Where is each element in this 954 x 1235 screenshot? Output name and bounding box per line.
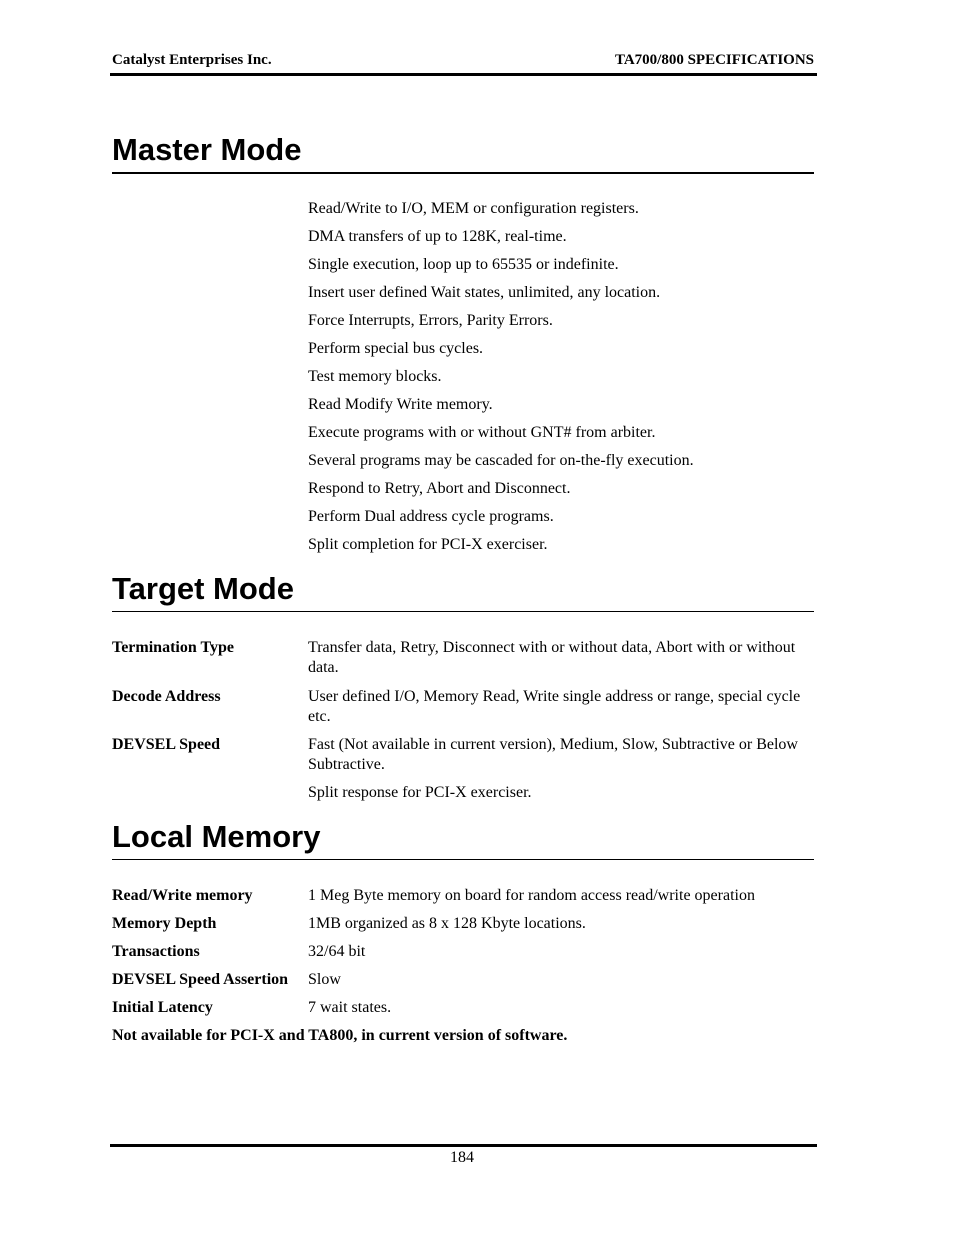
list-item: Execute programs with or without GNT# from arbiter. bbox=[308, 424, 656, 441]
spec-label: Initial Latency bbox=[112, 999, 213, 1016]
header-divider bbox=[110, 73, 817, 76]
list-item: Respond to Retry, Abort and Disconnect. bbox=[308, 480, 571, 497]
list-item: Read Modify Write memory. bbox=[308, 396, 493, 413]
list-item: Several programs may be cascaded for on-the-fly execution. bbox=[308, 452, 694, 469]
target-mode-divider bbox=[112, 611, 814, 612]
list-item: DMA transfers of up to 128K, real-time. bbox=[308, 228, 567, 245]
spec-label: Memory Depth bbox=[112, 915, 217, 932]
spec-label: Decode Address bbox=[112, 688, 221, 705]
master-mode-heading: Master Mode bbox=[112, 132, 302, 167]
footer-divider bbox=[110, 1144, 817, 1147]
spec-value: Split response for PCI-X exerciser. bbox=[308, 784, 532, 801]
master-mode-divider bbox=[112, 172, 814, 174]
spec-value: 1MB organized as 8 x 128 Kbyte locations. bbox=[308, 915, 586, 932]
spec-value: Transfer data, Retry, Disconnect with or without data, Abort with or without data. bbox=[308, 639, 796, 676]
list-item: Read/Write to I/O, MEM or configuration registers. bbox=[308, 200, 639, 217]
availability-note: Not available for PCI-X and TA800, in current version of software. bbox=[112, 1027, 568, 1044]
document-title: TA700/800 SPECIFICATIONS bbox=[614, 52, 814, 68]
list-item: Test memory blocks. bbox=[308, 368, 442, 385]
spec-label: Read/Write memory bbox=[112, 887, 253, 904]
local-memory-heading: Local Memory bbox=[112, 819, 321, 854]
spec-label: DEVSEL Speed bbox=[112, 736, 221, 753]
list-item: Force Interrupts, Errors, Parity Errors. bbox=[308, 312, 553, 329]
spec-value: 1 Meg Byte memory on board for random access read/write operation bbox=[308, 887, 755, 904]
spec-value: 32/64 bit bbox=[308, 943, 366, 960]
company-name: Catalyst Enterprises Inc. bbox=[112, 52, 272, 68]
spec-label: DEVSEL Speed Assertion bbox=[112, 971, 289, 988]
spec-label: Termination Type bbox=[112, 639, 234, 656]
page-number: 184 bbox=[450, 1149, 474, 1166]
list-item: Perform special bus cycles. bbox=[308, 340, 484, 357]
list-item: Perform Dual address cycle programs. bbox=[308, 508, 554, 525]
list-item: Insert user defined Wait states, unlimited, any location. bbox=[308, 284, 661, 301]
spec-value: Slow bbox=[308, 971, 341, 988]
list-item: Single execution, loop up to 65535 or indefinite. bbox=[308, 256, 619, 273]
target-mode-heading: Target Mode bbox=[112, 571, 294, 606]
spec-value: 7 wait states. bbox=[308, 999, 392, 1016]
spec-value: Fast (Not available in current version), Medium, Slow, Subtractive or Below Subtractive. bbox=[308, 736, 798, 773]
spec-label: Transactions bbox=[112, 943, 200, 960]
local-memory-divider bbox=[112, 859, 814, 860]
list-item: Split completion for PCI-X exerciser. bbox=[308, 536, 548, 553]
page-header bbox=[112, 52, 814, 70]
spec-value: User defined I/O, Memory Read, Write single address or range, special cycle etc. bbox=[308, 688, 801, 725]
